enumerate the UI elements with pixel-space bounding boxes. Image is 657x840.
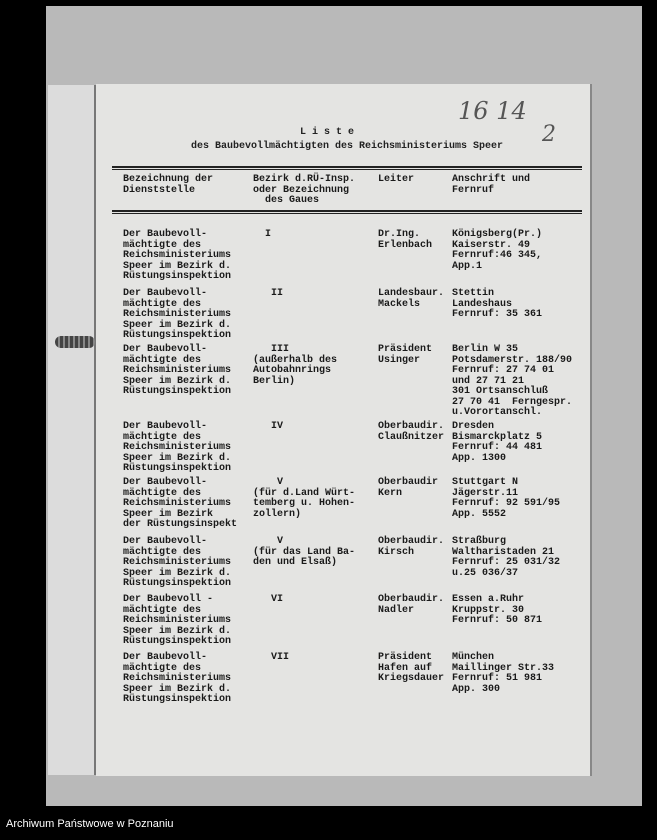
cell-leiter: Landesbaur. Mackels xyxy=(378,288,445,310)
handwritten-folio-number: 16 14 xyxy=(458,97,527,125)
cell-anschrift: Berlin W 35 Potsdamerstr. 188/90 Fernruf: 27 74 01 und 27 71 21 301 Ortsanschluß 27 70 41 Ferngespr. u.Vorortanschl. xyxy=(452,344,573,418)
cell-leiter: Präsident Usinger xyxy=(378,344,433,366)
cell-leiter: Oberbaudir. Nadler xyxy=(378,594,445,616)
cell-anschrift: Stettin Landeshaus Fernruf: 35 361 xyxy=(452,288,543,320)
cell-leiter: Präsident Hafen auf Kriegsdauer xyxy=(378,652,445,684)
cell-bezirk: VII xyxy=(253,652,290,663)
header-bezirk: Bezirk d.RÜ-Insp. oder Bezeichnung des Gaues xyxy=(253,174,356,206)
cell-bezirk: II xyxy=(253,288,284,299)
cell-bezirk: IV xyxy=(253,421,284,432)
archive-footer xyxy=(0,812,657,840)
cell-dienststelle: Der Baubevoll- mächtigte des Reichsministeriums Speer im Bezirk der Rüstungsinspekt xyxy=(123,477,238,530)
cell-anschrift: Straßburg Waltharistaden 21 Fernruf: 25 031/32 u.25 036/37 xyxy=(452,536,561,579)
cell-leiter: Oberbaudir Kern xyxy=(378,477,439,499)
cell-dienststelle: Der Baubevoll- mächtigte des Reichsministeriums Speer im Bezirk d. Rüstungsinspektion xyxy=(123,536,232,589)
header-leiter: Leiter xyxy=(378,174,415,185)
document-sheet xyxy=(96,84,590,776)
document-title: L i s t e xyxy=(300,127,355,138)
cell-dienststelle: Der Baubevoll- mächtigte des Reichsministeriums Speer im Bezirk d. Rüstungsinspektion xyxy=(123,652,232,705)
cell-anschrift: München Maillinger Str.33 Fernruf: 51 981 App. 300 xyxy=(452,652,555,695)
header-anschrift: Anschrift und Fernruf xyxy=(452,174,531,196)
cell-dienststelle: Der Baubevoll- mächtigte des Reichsministeriums Speer im Bezirk d. Rüstungsinspektion xyxy=(123,344,232,397)
cell-dienststelle: Der Baubevoll- mächtigte des Reichsministeriums Speer im Bezirk d. Rüstungsinspektion xyxy=(123,421,232,474)
document-subtitle: des Baubevollmächtigten des Reichsministeriums Speer xyxy=(191,141,504,152)
header-rule-bottom-2 xyxy=(112,213,582,214)
cell-leiter: Oberbaudir. Kirsch xyxy=(378,536,445,558)
cell-anschrift: Essen a.Ruhr Kruppstr. 30 Fernruf: 50 871 xyxy=(452,594,543,626)
header-rule-top xyxy=(112,166,582,168)
cell-anschrift: Stuttgart N Jägerstr.11 Fernruf: 92 591/95 App. 5552 xyxy=(452,477,561,520)
cell-anschrift: Dresden Bismarckplatz 5 Fernruf: 44 481 App. 1300 xyxy=(452,421,543,464)
cell-bezirk: I xyxy=(253,229,272,240)
cell-dienststelle: Der Baubevoll- mächtigte des Reichsministeriums Speer im Bezirk d. Rüstungsinspektion xyxy=(123,229,232,282)
cell-bezirk: V (für das Land Ba- den und Elsaß) xyxy=(253,536,356,568)
cell-dienststelle: Der Baubevoll- mächtigte des Reichsministeriums Speer im Bezirk d. Rüstungsinspektion xyxy=(123,288,232,341)
cell-anschrift: Königsberg(Pr.) Kaiserstr. 49 Fernruf:46 345, App.1 xyxy=(452,229,543,272)
header-rule-top-2 xyxy=(112,169,582,170)
archive-name: Archiwum Państwowe w Poznaniu xyxy=(6,818,174,830)
cell-leiter: Oberbaudir. Claußnitzer xyxy=(378,421,445,443)
cell-leiter: Dr.Ing. Erlenbach xyxy=(378,229,433,251)
handwritten-page-mark: 2 xyxy=(542,122,556,147)
header-rule-bottom xyxy=(112,210,582,212)
underlying-page-edge xyxy=(48,85,96,775)
header-dienststelle: Bezeichnung der Dienststelle xyxy=(123,174,214,196)
cell-dienststelle: Der Baubevoll - mächtigte des Reichsministeriums Speer im Bezirk d. Rüstungsinspektion xyxy=(123,594,232,647)
cell-bezirk: III (außerhalb des Autobahnrings Berlin) xyxy=(253,344,338,387)
cell-bezirk: V (für d.Land Würt- temberg u. Hohen- zollern) xyxy=(253,477,356,520)
binding-string xyxy=(55,336,95,348)
cell-bezirk: VI xyxy=(253,594,284,605)
